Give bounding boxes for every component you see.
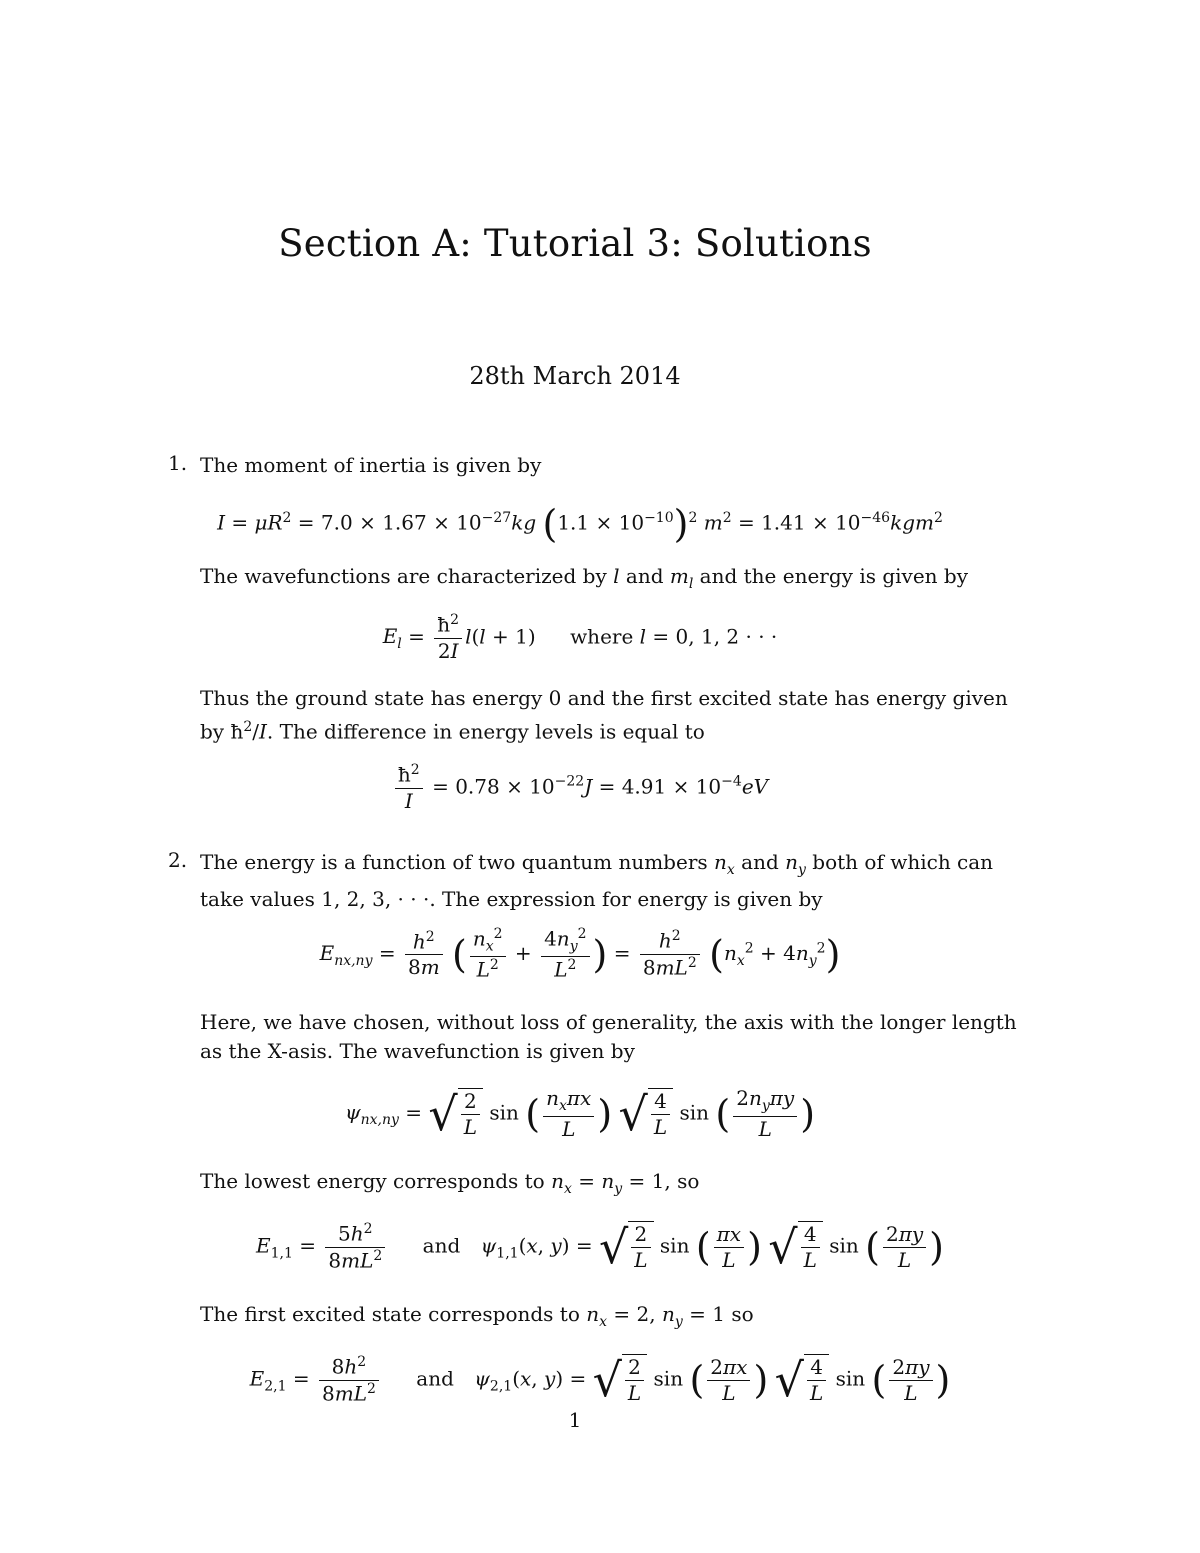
- word-and-2: and: [416, 1366, 454, 1391]
- q1-moment-of-inertia-equation: $I = \mu R^2 = 7.0 \times 1.67 \times 10^{-27}kg$ $(1.1 \times 10^{-10})^2$ $m^2 = 1.41 \times 10^{-46}kgm^2$: [217, 502, 943, 546]
- q1-intro: The moment of inertia is given by: [200, 453, 542, 477]
- q1-energy-difference-equation: $\frac{ħ^2}{I}$ = $0.78 \times 10^{-22}J = 4.91 \times 10^{-4}eV$: [200, 762, 960, 814]
- q1-text3-line1: Thus the ground state has energy 0 and the first excited state has energy given: [200, 686, 1008, 710]
- q2-text2-line1: Here, we have chosen, without loss of generality, the axis with the longer length: [200, 1010, 1017, 1034]
- q1-energy-equation: $E_l$ = $\frac{ħ^2}{2I}$ l(l + 1) where l = 0, 1, 2 · · ·: [382, 612, 778, 663]
- document-date: 28th March 2014: [469, 362, 681, 390]
- q2-first-excited-equation: $E_{2,1}$ = $\frac{8h^2}{8mL^2}$ and $\psi_{2,1}(x$, y) = √ $\frac{2}{L}$ sin ( $\frac{2\pi x}{L}$ ) √ $\frac{4}{L}$ sin ( $\frac{2\pi y}{L}$ ): [249, 1353, 951, 1407]
- q2-first-excited-text: The first excited state corresponds to $n_x = 2$, $n_y = 1$ so: [200, 1302, 754, 1330]
- word-where: where: [570, 624, 634, 649]
- word-and: and: [422, 1233, 461, 1258]
- q1-wavefunction-text: The wavefunctions are characterized by l and $m_l$ and the energy is given by: [200, 564, 969, 592]
- q2-generality-text: [200, 1008, 1020, 1066]
- q2-wavefunction-equation: $\psi_{nx,ny}$ = √ $\frac{2}{L}$ sin ( $\frac{n_x\pi x}{L}$ ) √ $\frac{4}{L}$ sin ( $\frac{2n_y\pi y}{L}$ ): [344, 1086, 816, 1141]
- question-number-2: 2.: [168, 848, 188, 872]
- document-title: Section A: Tutorial 3: Solutions: [278, 222, 872, 265]
- question-number-1: 1.: [168, 451, 188, 475]
- q2-lowest-energy-text: The lowest energy corresponds to $n_x = n_y = 1$, so: [200, 1169, 700, 1197]
- page-number: 1: [568, 1408, 582, 1432]
- q2-text2-line2: as the X-asis. The wavefunction is given by: [200, 1039, 635, 1063]
- q2-energy-equation: $E_{nx,ny}$ = $\frac{h^2}{8m}$ ( $\frac{n_x^2}{L^2}$ + $\frac{4n_y^2}{L^2}$ ) = $\frac{h^2}{8mL^2}$ $(n_x^2 + 4n_y^2)$: [319, 926, 841, 982]
- q1-ground-state-text: Thus the ground state has energy 0 and the first excited state has energy given by $ħ^2/I$. The difference in energy levels is equal to: [200, 686, 1008, 744]
- q2-intro: The energy is a function of two quantum numbers $n_x$ and $n_y$ both of which can take values 1, 2, 3, · · ·. The expression for energy is given by: [200, 850, 994, 911]
- q2-ground-state-equation: $E_{1,1}$ = $\frac{5h^2}{8mL^2}$ and $\psi_{1,1}(x$, y) = √ $\frac{2}{L}$ sin ( $\frac{\pi x}{L}$ ) √ $\frac{4}{L}$ sin ( $\frac{2\pi y}{L}$ ): [256, 1220, 944, 1274]
